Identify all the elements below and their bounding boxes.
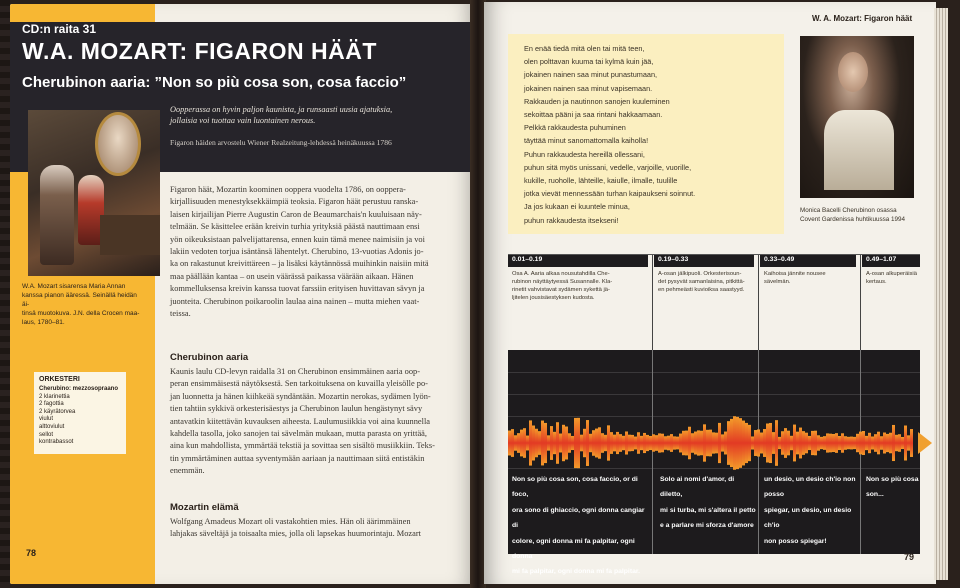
text-line: tin ymmärtäminen auttaa syventymään aariaan ja nauttimaan siitä entistäkin — [170, 453, 425, 463]
lyric-line: ora sono di ghiaccio, ogni donna cangiar di — [512, 506, 645, 530]
waveform-bar — [895, 435, 898, 451]
timeline-divider — [758, 255, 759, 355]
waveform-bar — [820, 437, 823, 449]
lyric-line: e a parlare mi sforza d'amore — [660, 522, 754, 530]
waveform-bar — [868, 433, 871, 453]
waveform-bar — [904, 426, 907, 461]
waveform-bar — [721, 434, 724, 451]
waveform-bar — [598, 427, 601, 458]
waveform-bar — [877, 432, 880, 455]
waveform-bar — [709, 430, 712, 457]
waveform-bar — [808, 436, 811, 450]
waveform-bar — [793, 425, 796, 462]
waveform-bar — [520, 430, 523, 457]
orchestra-item: 2 käyrätorvea — [39, 408, 76, 415]
waveform-bar — [796, 432, 799, 455]
waveform-bar — [547, 435, 550, 450]
page-number-left: 78 — [26, 548, 37, 558]
text-line: juonteita. Cherubinon poikaroolin laulaa aina nainen – mutta miehen vaat- — [170, 296, 420, 306]
waveform-bar — [724, 432, 727, 455]
timeline-desc-2 — [658, 270, 756, 294]
waveform-bar — [532, 425, 535, 460]
text-line: lahjakas säveltäjä ja toisaalta mies, jolla oli lapsekas huumorintaju. Mozart — [170, 529, 421, 539]
text-line: antavatkin kiitettävän kuvauksen aiheesta. Laulumusiikkia voi aina kuunnella — [170, 416, 431, 426]
waveform-bar — [703, 424, 706, 461]
waveform-bar — [892, 425, 895, 461]
lyric-translation-line: En enää tiedä mitä olen tai mitä teen, — [524, 44, 645, 53]
waveform-bar — [625, 431, 628, 454]
italian-lyrics-2 — [660, 472, 758, 534]
text-line: aina kun mahdollista, ymmärtää tekstiä ja sovittaa sen sisältö musiikkiin. Teks- — [170, 441, 435, 451]
quote-source: Figaron häiden arvostelu Wiener Realzeitung-lehdessä heinäkuussa 1786 — [170, 138, 392, 147]
waveform-bar — [619, 434, 622, 452]
lyric-line: mi si turba, mi s'altera il petto — [660, 506, 756, 514]
waveform-bar — [514, 435, 517, 450]
waveform-bar — [889, 433, 892, 454]
text-line: yön oikeuksistaan palvelijattarensa, ennen kuin tämä menee naimisiin ja voi — [170, 234, 425, 244]
waveform-bars — [508, 416, 913, 470]
waveform-bar — [847, 437, 850, 449]
painting-piano — [100, 215, 160, 255]
waveform-bar — [541, 421, 544, 466]
page-title: W.A. MOZART: FIGARON HÄÄT — [22, 38, 377, 64]
waveform-bar — [508, 431, 511, 456]
desc-line: A-osan alkuperäisiä — [866, 271, 917, 277]
waveform-bar — [589, 434, 592, 452]
waveform-bar — [805, 433, 808, 454]
desc-line: ljitelen jousisäestyksen kudosta. — [512, 295, 595, 301]
waveform-bar — [688, 427, 691, 460]
timeline-segment-2: 0.19–0.33 — [654, 255, 754, 267]
waveform-bar — [859, 432, 862, 455]
waveform-bar — [829, 434, 832, 453]
waveform-bar — [832, 434, 835, 452]
waveform-bar — [694, 432, 697, 455]
waveform-bar — [661, 434, 664, 453]
waveform-bar — [886, 434, 889, 452]
text-line: enemmän. — [170, 466, 205, 476]
waveform-bar — [658, 433, 661, 452]
waveform-bar — [757, 429, 760, 456]
orchestra-item: viulut — [39, 416, 54, 423]
waveform-bar — [850, 437, 853, 450]
lyric-translation-line: kukille, ruoholle, lähteille, kaiulle, ilmalle, tuulille — [524, 176, 678, 185]
waveform-bar — [718, 423, 721, 463]
lyric-translation-line: puhun rakkaudesta itsekseni! — [524, 215, 619, 225]
text-line: kirjallisuuden menestyksekkäimpiä teoksia. Figaron häät perustuu ranska- — [170, 197, 419, 207]
timeline-segment-4: 0.49–1.07 — [862, 255, 920, 267]
waveform-bar — [826, 433, 829, 452]
waveform-bar — [763, 429, 766, 457]
text-line: jan luonnetta ja hänen kiihkeää syndäntään. Mozartin nerokas, sydämen lyön- — [170, 391, 431, 401]
waveform-bar — [799, 428, 802, 459]
lyric-translation-line: Ja jos kukaan ei kuuntele minua, — [524, 202, 630, 212]
lyric-line: spiegar, un desio, un desio ch'io — [764, 506, 852, 530]
waveform-bar — [727, 421, 730, 465]
timeline-segment-1: 0.01–0.19 — [508, 255, 648, 267]
adjacent-book-edge — [0, 0, 10, 588]
waveform-bar — [751, 436, 754, 449]
waveform-bar — [616, 432, 619, 454]
orchestra-item: 2 fagottia — [39, 401, 64, 408]
waveform-bar — [772, 432, 775, 454]
waveform-bar — [667, 436, 670, 451]
orchestra-item: alttoviulut — [39, 423, 65, 430]
waveform-bar — [775, 420, 778, 466]
lyric-line: un desio, un desio ch'io non posso — [764, 476, 856, 499]
waveform-bar — [700, 431, 703, 455]
waveform-bar — [739, 418, 742, 468]
waveform-bar — [835, 433, 838, 453]
music-waveform — [508, 410, 936, 476]
text-line: teissa. — [170, 309, 191, 319]
waveform-bar — [679, 434, 682, 453]
waveform-bar — [553, 432, 556, 454]
waveform-bar — [769, 423, 772, 463]
timeline-divider — [860, 255, 861, 355]
intro-paragraph — [170, 184, 452, 320]
waveform-bar — [643, 433, 646, 453]
waveform-bar — [613, 435, 616, 452]
italian-lyrics-3 — [764, 472, 860, 549]
life-paragraph — [170, 516, 452, 541]
desc-line: Kaihoisa jännite nousee — [764, 271, 826, 277]
waveform-bar — [736, 417, 739, 469]
waveform-bar — [907, 435, 910, 450]
page-edges — [934, 8, 948, 580]
waveform-bar — [901, 437, 904, 449]
waveform-bar — [601, 433, 604, 453]
lyric-translation-line: täyttää minut sanomattomalla kaiholla! — [524, 136, 649, 146]
lyric-translation-line: Rakkauden ja nautinnon sanojen kuuleminen — [524, 96, 670, 106]
orchestra-item: kontrabassot — [39, 439, 74, 446]
lyric-line: Non so più cosa son... — [866, 476, 919, 499]
waveform-bar — [571, 436, 574, 450]
waveform-bar — [556, 422, 559, 464]
section-heading-life: Mozartin elämä — [170, 502, 239, 513]
waveform-bar — [865, 436, 868, 450]
photo-caption — [800, 206, 918, 224]
orchestra-item: 2 klarinettia — [39, 393, 70, 400]
lyric-translation-line: Pelkkä rakkaudesta puhuminen — [524, 123, 626, 133]
mother-portrait — [95, 112, 141, 176]
text-line: telmään. Se käsittelee erään kreivin turhia yrityksiä päästä nauttimaan ensi — [170, 222, 420, 232]
lyric-translation-line: Puhun rakkaudesta hereillä ollessani, — [524, 149, 645, 159]
text-line: kahdella tasolla, joko sanojen tai sävelmän mukaan, mutta parasta on yrittää, — [170, 429, 427, 439]
waveform-bar — [784, 428, 787, 458]
text-line: Kaunis laulu CD-levyn raidalla 31 on Cherubinon ensimmäinen aaria oop- — [170, 367, 421, 376]
painting-caption — [22, 282, 144, 327]
waveform-bar — [517, 433, 520, 453]
waveform-bar — [664, 436, 667, 449]
waveform-bar — [559, 434, 562, 453]
waveform-bar — [607, 425, 610, 460]
aria-paragraph — [170, 366, 452, 478]
waveform-bar — [565, 427, 568, 460]
waveform-bar — [592, 430, 595, 456]
lyric-line: Non so più cosa son, cosa faccio, or di foco, — [512, 476, 638, 499]
lyric-line: Solo ai nomi d'amor, di diletto, — [660, 476, 735, 499]
lyric-translation-line: jotka vievät mennessään turhan kaipaukseni soinnut. — [524, 189, 696, 199]
waveform-bar — [544, 423, 547, 463]
waveform-bar — [511, 429, 514, 457]
waveform-bar — [745, 423, 748, 463]
desc-line: kertaus. — [866, 279, 887, 285]
text-line: laisen kirjailijan Pierre Augustin Caron de Beaumarchais'n kuuluisaan näy- — [170, 209, 422, 219]
waveform-bar — [631, 435, 634, 451]
waveform-bar — [628, 435, 631, 452]
timeline-segment-3: 0.33–0.49 — [760, 255, 856, 267]
orchestra-item: sellot — [39, 431, 54, 438]
text-line: peran ensimmäisestä näytöksestä. Sen tarkoituksena on kuvailla yleisölle po- — [170, 379, 428, 389]
waveform-bar — [682, 431, 685, 455]
desc-line: rubinon näyttäytyessä Susannalle. Kla- — [512, 279, 613, 285]
waveform-bar — [655, 435, 658, 451]
waveform-bar — [898, 434, 901, 452]
aria-subtitle: Cherubinon aaria: ”Non so più cosa son, cosa faccio” — [22, 74, 407, 91]
waveform-bar — [562, 425, 565, 461]
orchestra-box — [34, 372, 126, 454]
waveform-bar — [535, 429, 538, 458]
waveform-bar — [817, 435, 820, 450]
waveform-bar — [595, 429, 598, 458]
caption-line: W.A. Mozart sisarensa Maria Annan — [22, 283, 126, 290]
waveform-bar — [583, 429, 586, 457]
painting-figure-maria-anna — [40, 165, 74, 265]
waveform-bar — [637, 432, 640, 454]
waveform-bar — [646, 435, 649, 451]
timeline-desc-4 — [866, 270, 922, 286]
quote-line: Oopperassa on hyvin paljon kaunista, ja runsaasti uusia ajatuksia, — [170, 105, 393, 114]
waveform-bar — [568, 433, 571, 452]
waveform-bar — [670, 434, 673, 452]
waveform-arrow-icon — [918, 432, 932, 454]
waveform-bar — [691, 433, 694, 453]
waveform-bar — [577, 418, 580, 468]
waveform-bar — [673, 436, 676, 449]
waveform-bar — [883, 433, 886, 454]
running-header: W. A. Mozart: Figaron häät — [812, 14, 913, 23]
waveform-bar — [814, 431, 817, 456]
waveform-bar — [742, 421, 745, 466]
italian-lyrics-1 — [512, 472, 652, 580]
lyric-translation-line: puhun sitä myös unissani, vedelle, varjoille, vuorille, — [524, 162, 692, 172]
lyric-translation-line: jokainen nainen saa minut punastumaan, — [524, 70, 658, 80]
cd-track-label: CD:n raita 31 — [22, 22, 97, 36]
desc-line: rinetit vahvistavat sydämen sykettä jä- — [512, 287, 610, 293]
review-quote — [170, 104, 450, 126]
photo-face — [838, 52, 868, 92]
lyric-line: non posso spiegar! — [764, 537, 827, 545]
waveform-bar — [730, 419, 733, 467]
timeline-divider — [652, 255, 653, 355]
photo-costume — [824, 110, 894, 190]
italian-lyrics-4 — [866, 472, 922, 503]
caption-line: tinsä muotokuva. J.N. della Crocen maa- — [22, 310, 140, 317]
lyric-translation-line: sekoittaa pääni ja saa rintani hakkaamaan. — [524, 110, 663, 119]
desc-line: en pehmeästi kuvioiksa saastyyd. — [658, 287, 745, 293]
waveform-bar — [787, 431, 790, 456]
waveform-bar — [526, 436, 529, 451]
waveform-bar — [790, 436, 793, 450]
caption-line: Covent Gardenissa huhtikuussa 1994 — [800, 216, 906, 223]
timeline-desc-3 — [764, 270, 858, 286]
waveform-bar — [871, 437, 874, 450]
waveform-bar — [622, 436, 625, 450]
waveform-bar — [811, 431, 814, 455]
waveform-bar — [586, 420, 589, 466]
waveform-bar — [580, 435, 583, 452]
text-line: kommelluksensa kreivin kanssa tuovat farssiin erityisen huvittavan sävyn ja — [170, 284, 425, 294]
waveform-bar — [550, 426, 553, 460]
text-line: lakiin vedoten torjua isäntänsä lähentelyt. Cherubino, 13-vuotias Adonis jo- — [170, 247, 424, 257]
waveform-bar — [604, 435, 607, 451]
waveform-bar — [634, 437, 637, 450]
lyric-translation-line: jokainen nainen saa minut vapisemaan. — [524, 83, 653, 93]
page-number-right: 79 — [904, 552, 915, 562]
desc-line: Osa A. Aaria alkaa nousutahdilla Che- — [512, 271, 610, 277]
waveform-bar — [910, 429, 913, 457]
waveform-bar — [802, 431, 805, 455]
lyric-translation-line: olen polttavan kuuma tai kylmä kuin jää, — [524, 57, 654, 67]
waveform-bar — [778, 437, 781, 449]
grid-line — [508, 394, 920, 395]
waveform-bar — [652, 434, 655, 451]
text-line: tien tahtiin sykkivä orkesterisäestys ja Cherubinon laulun hengästynyt sävy — [170, 404, 423, 414]
waveform-bar — [640, 436, 643, 450]
waveform-bar — [733, 416, 736, 470]
caption-line: kanssa pianon ääressä. Seinällä heidän äi- — [22, 292, 137, 308]
waveform-bar — [538, 431, 541, 455]
waveform-bar — [841, 433, 844, 452]
waveform-bar — [649, 436, 652, 450]
grid-line — [508, 372, 920, 373]
text-line: Figaron häät, Mozartin koominen ooppera vuodelta 1786, on ooppera- — [170, 185, 406, 194]
waveform-bar — [748, 425, 751, 461]
caption-line: Monica Bacelli Cherubinon osassa — [800, 207, 897, 214]
text-line: Wolfgang Amadeus Mozart oli vastakohtien mies. Hän oli äärimmäinen — [170, 517, 411, 526]
section-heading-aria: Cherubinon aaria — [170, 352, 249, 363]
waveform-bar — [685, 431, 688, 456]
waveform-bar — [844, 436, 847, 450]
text-line: maa päällään kantaa – on usein väärässä paikassa väärään aikaan. Hänen — [170, 271, 414, 281]
waveform-bar — [754, 430, 757, 456]
waveform-bar — [838, 436, 841, 450]
orchestra-item: Cherubino: mezzosopraano — [39, 386, 119, 392]
waveform-bar — [760, 433, 763, 454]
desc-line: det pysyvät samanlaisina, pitkittä- — [658, 279, 745, 285]
waveform-bar — [712, 432, 715, 453]
caption-line: laus, 1780–81. — [22, 319, 65, 326]
desc-line: sävelmän. — [764, 279, 791, 285]
waveform-bar — [853, 437, 856, 449]
waveform-bar — [706, 430, 709, 456]
quote-line: jollaisia voi tuottaa vain luontainen nerous. — [170, 116, 316, 125]
waveform-bar — [823, 436, 826, 450]
waveform-bar — [856, 434, 859, 452]
waveform-bar — [676, 437, 679, 450]
waveform-bar — [715, 433, 718, 454]
waveform-bar — [766, 424, 769, 463]
lyric-line: colore, ogni donna mi fa palpitar, ogni donna — [512, 537, 635, 561]
timeline-desc-1 — [512, 270, 648, 302]
waveform-bar — [880, 436, 883, 450]
lyric-line: mi fa palpitar, ogni donna mi fa palpitar. — [512, 568, 641, 576]
waveform-bar — [610, 432, 613, 454]
text-line: ka on rakastunut kreivittäreen – ja lisäksi käytännössä muihinkin naisiin mitä — [170, 259, 429, 269]
waveform-bar — [862, 431, 865, 455]
orchestra-title: ORKESTERI — [39, 376, 80, 383]
waveform-bar — [529, 420, 532, 465]
waveform-bar — [874, 434, 877, 452]
waveform-bar — [523, 428, 526, 458]
waveform-bar — [781, 431, 784, 455]
waveform-bar — [697, 430, 700, 455]
waveform-bar — [574, 418, 577, 468]
desc-line: A-osan jälkipuoli. Orkesterisoun- — [658, 271, 742, 277]
